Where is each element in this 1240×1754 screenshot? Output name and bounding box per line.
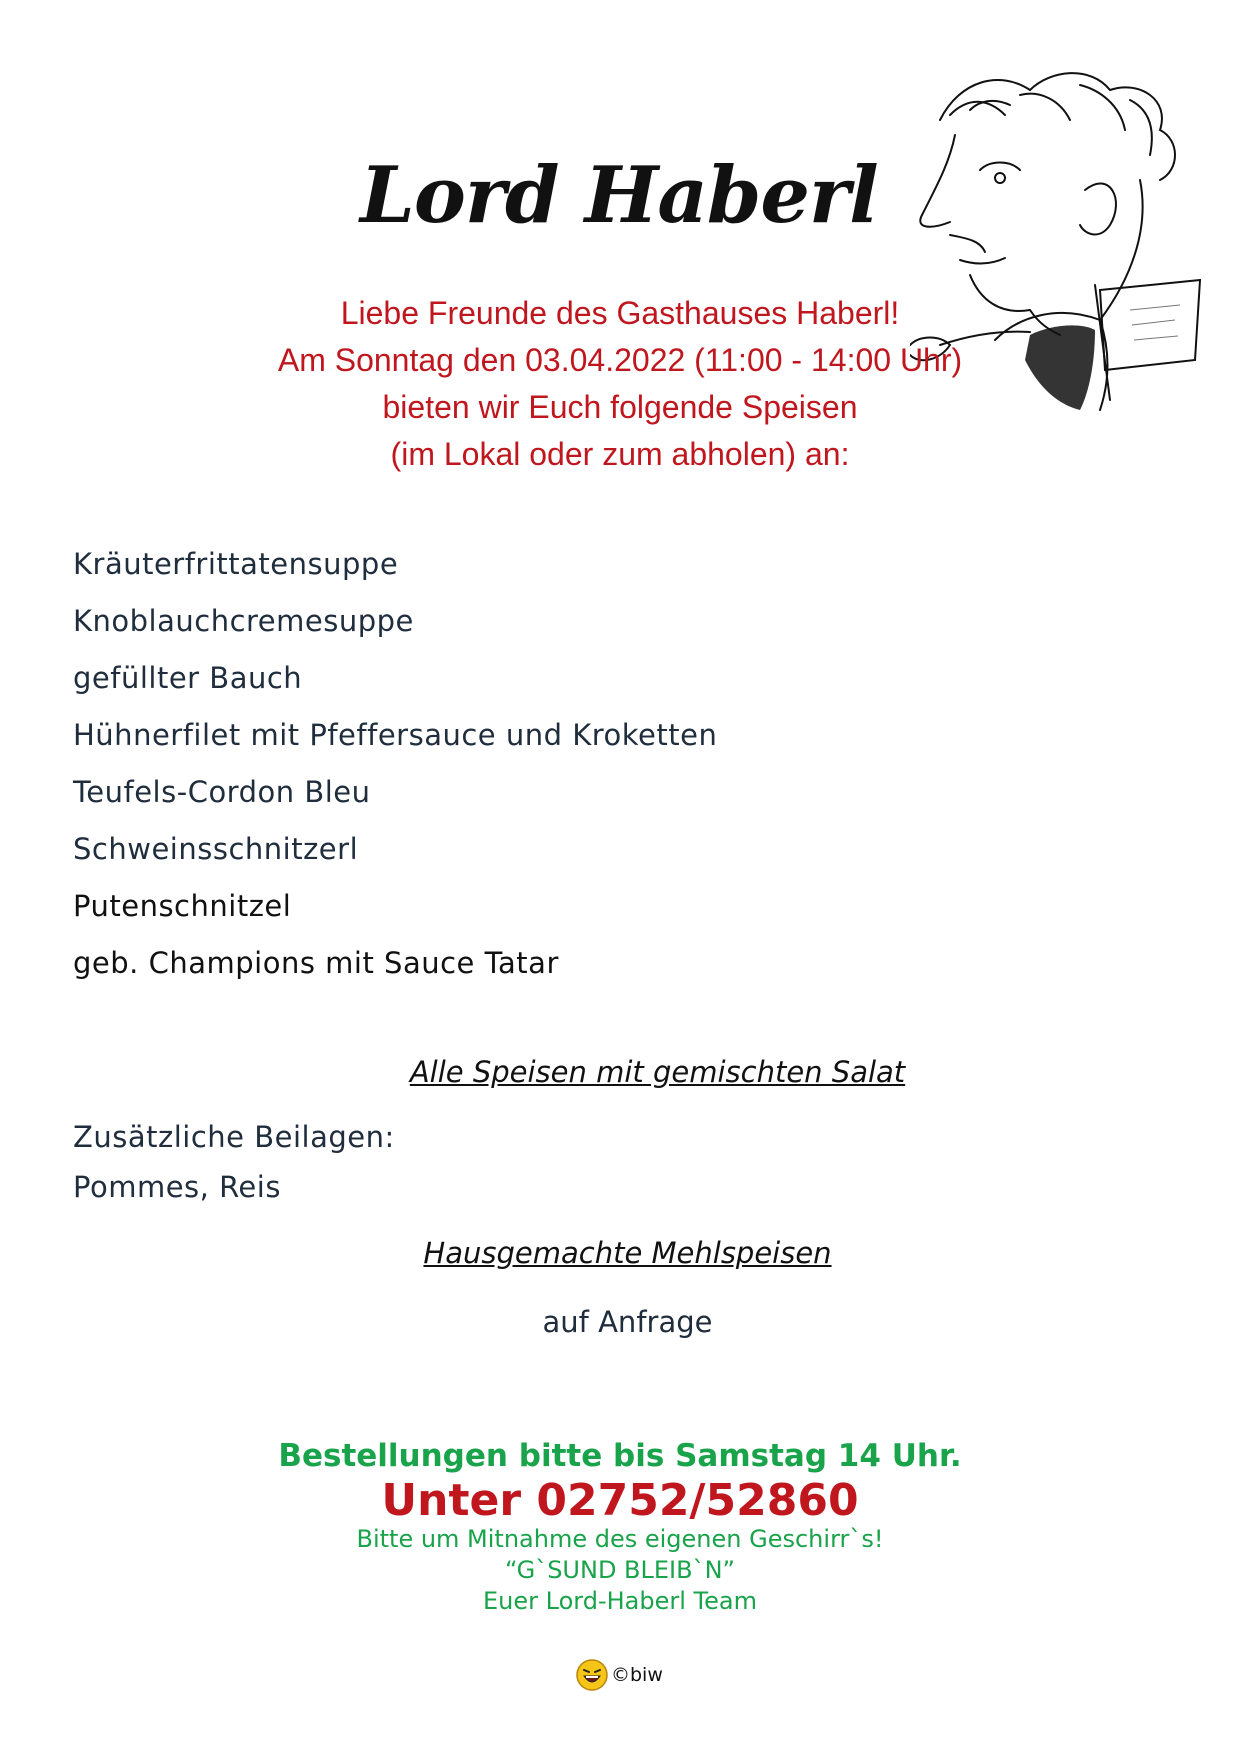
intro-line: Liebe Freunde des Gasthauses Haberl! — [340, 295, 900, 331]
desserts-title: Hausgemachte Mehlspeisen — [423, 1236, 832, 1270]
copyright-mark — [575, 1658, 663, 1692]
intro-line: bieten wir Euch folgende Speisen — [382, 389, 858, 425]
menu-item: gefüllter Bauch — [73, 661, 303, 695]
footer-line: “G`SUND BLEIB`N” — [505, 1556, 735, 1584]
laughing-smiley-icon — [575, 1658, 609, 1692]
order-phone: Unter 02752/52860 — [381, 1475, 859, 1526]
menu-item: geb. Champions mit Sauce Tatar — [73, 946, 559, 980]
footer-line: Euer Lord-Haberl Team — [483, 1587, 757, 1615]
restaurant-logo: Lord Haberl — [360, 150, 878, 241]
menu-item: Schweinsschnitzerl — [73, 832, 359, 866]
copyright-text: ©biw — [611, 1664, 663, 1686]
sides-section — [73, 1112, 395, 1212]
intro-text — [200, 290, 1040, 478]
intro-line: Am Sonntag den 03.04.2022 (11:00 - 14:00 Uhr) — [277, 342, 963, 378]
footer-line: Bitte um Mitnahme des eigenen Geschirr`s! — [356, 1525, 884, 1553]
menu-item: Kräuterfrittatensuppe — [73, 547, 399, 581]
footer-text — [0, 1524, 1240, 1617]
sides-title: Zusätzliche Beilagen: — [73, 1120, 395, 1154]
menu-list — [73, 542, 717, 998]
desserts-note: auf Anfrage — [542, 1305, 713, 1339]
salad-note: Alle Speisen mit gemischten Salat — [409, 1055, 906, 1089]
intro-line: (im Lokal oder zum abholen) an: — [390, 436, 850, 472]
menu-item: Hühnerfilet mit Pfeffersauce und Kroketten — [73, 718, 718, 752]
menu-item: Putenschnitzel — [73, 889, 292, 923]
sides-items: Pommes, Reis — [73, 1170, 281, 1204]
order-deadline: Bestellungen bitte bis Samstag 14 Uhr. — [278, 1438, 962, 1474]
menu-item: Teufels-Cordon Bleu — [73, 775, 371, 809]
menu-item: Knoblauchcremesuppe — [73, 604, 414, 638]
